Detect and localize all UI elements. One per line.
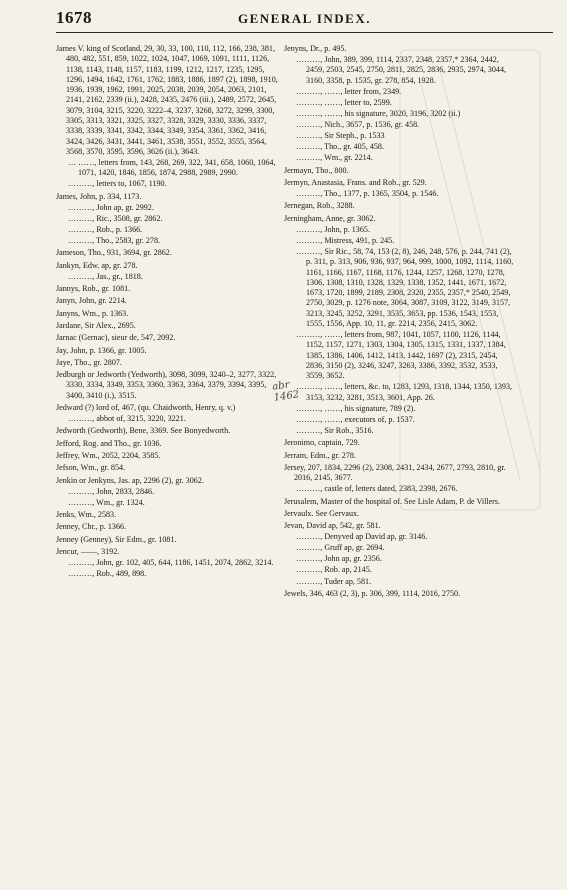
index-subentry bbox=[284, 236, 514, 246]
index-subentry bbox=[284, 55, 514, 86]
index-subentry bbox=[284, 131, 514, 141]
page-header bbox=[56, 6, 553, 33]
index-entry-text: ………, John ap, gr. 2992. bbox=[68, 202, 154, 212]
index-subentry bbox=[284, 404, 514, 414]
index-entry-text: Jermayn, Tho., 800. bbox=[284, 165, 349, 175]
index-entry-text: ………, ……, executors of, p. 1537. bbox=[296, 414, 415, 424]
index-subentry bbox=[284, 426, 514, 436]
index-entry-text: ………, ……, his signature, 3020, 3196, 3202 (ii.) bbox=[296, 108, 461, 118]
index-entry-text: Jefson, Wm., gr. 854. bbox=[56, 463, 126, 473]
index-entry bbox=[56, 426, 282, 436]
index-column-right bbox=[284, 44, 514, 600]
index-subentry bbox=[284, 225, 514, 235]
index-subentry bbox=[284, 109, 514, 119]
index-entry-text: ………, Tuder ap, 581. bbox=[296, 576, 372, 586]
index-entry-text: Jefford, Rog. and Tho., gr. 1036. bbox=[56, 438, 162, 448]
index-subentry bbox=[284, 577, 514, 587]
index-entry bbox=[56, 358, 282, 368]
index-entry-text: ………, Gruff ap, gr. 2694. bbox=[296, 543, 385, 553]
index-entry bbox=[56, 510, 282, 520]
index-entry-text: Jeronimo, captain, 729. bbox=[284, 438, 360, 448]
index-subentry bbox=[56, 225, 282, 235]
index-entry-text: ………, castle of, letters dated, 2383, 2398, 2676. bbox=[296, 484, 458, 494]
index-subentry bbox=[284, 247, 514, 329]
index-entry-text: ………, abbot of, 3215, 3220, 3221. bbox=[68, 414, 186, 424]
index-entry-text: ………, Tho., 2583, gr. 278. bbox=[68, 236, 161, 246]
index-entry-text: ………, John, gr. 102, 405, 644, 1186, 1451, 2074, 2862, 3214. bbox=[68, 558, 274, 568]
index-entry-text: Jedworth (Gedworth), Bene, 3369. See Bonyedworth. bbox=[56, 426, 231, 436]
index-entry bbox=[56, 547, 282, 557]
index-entry-text: Jencur, ——, 3192. bbox=[56, 547, 120, 557]
index-entry-text: Jedburgh or Jedworth (Yedworth), 3098, 3099, 3240–2, 3277, 3322, 3330, 3334, 3349, 3353, 3360, 3363, 3364, 3379, 3394, 3395, 3400, 3410 (i.), 3515. bbox=[56, 370, 277, 400]
index-entry-text: ………, ……, letters from, 987, 1041, 1057, 1100, 1126, 1144, 1152, 1157, 1271, 1303, 1304, 1305, 1315, 1331, 1337, 1384, 1385, 1386, 1406, 1412, 1413, 1442, 1697 (2), 2315, 2454, 2836, 3150 (2), 3246, 3247, 3263, 3386, 3392, 3532, 3533, 3559, 3652. bbox=[296, 330, 506, 381]
index-entry bbox=[56, 296, 282, 306]
index-entry bbox=[284, 509, 514, 519]
index-entry-text: Jenkin or Jenkyns, Jas. ap, 2296 (2), gr. 3062. bbox=[56, 475, 204, 485]
index-subentry bbox=[56, 414, 282, 424]
index-entry-text: Jarnac (Gernac), sieur de, 547, 2092. bbox=[56, 333, 176, 343]
index-subentry bbox=[284, 554, 514, 564]
index-entry-text: Jankyn, Edw. ap, gr. 278. bbox=[56, 260, 138, 270]
index-entry-text: ………, John, 2833, 2846. bbox=[68, 486, 155, 496]
index-entry bbox=[284, 44, 514, 54]
index-entry bbox=[56, 463, 282, 473]
index-subentry bbox=[56, 179, 282, 189]
index-subentry bbox=[284, 543, 514, 553]
index-subentry bbox=[284, 415, 514, 425]
index-entry bbox=[56, 476, 282, 486]
index-subentry bbox=[284, 330, 514, 381]
index-entry-text: Jaye, Tho., gr. 2807. bbox=[56, 357, 122, 367]
index-entry-text: Jardane, Sir Alex., 2695. bbox=[56, 321, 136, 330]
index-entry bbox=[56, 309, 282, 319]
index-entry-text: Jevan, David ap, 542, gr. 581. bbox=[284, 521, 381, 531]
index-entry-text: ………, Wm., gr. 2214. bbox=[296, 153, 373, 163]
index-entry-text: Jewels, 346, 463 (2, 3), p. 306, 399, 1114, 2016, 2750. bbox=[284, 588, 461, 598]
index-subentry bbox=[284, 142, 514, 152]
index-entry-text: Jenks, Wm., 2583. bbox=[56, 510, 117, 520]
index-entry-text: Jernegan, Rob., 3288. bbox=[284, 201, 355, 211]
index-entry-text: ………, Rob., p. 1366. bbox=[68, 225, 143, 235]
index-entry bbox=[56, 451, 282, 461]
index-entry-text: ………, Sir Rob., 3516. bbox=[296, 425, 374, 435]
index-entry-text: ………, Ric., 3508, gr. 2862. bbox=[68, 213, 163, 223]
page-number: 1678 bbox=[56, 8, 92, 27]
annotation-line: abr bbox=[271, 379, 291, 393]
index-entry-text: ………, Rob. ap, 2145. bbox=[296, 565, 372, 575]
index-entry bbox=[56, 522, 282, 532]
index-subentry bbox=[284, 484, 514, 494]
index-subentry bbox=[284, 87, 514, 97]
index-subentry bbox=[284, 382, 514, 403]
index-subentry bbox=[284, 98, 514, 108]
index-entry-text: ………, Tho., gr. 405, 458. bbox=[296, 142, 384, 152]
index-subentry bbox=[284, 565, 514, 575]
index-entry bbox=[284, 201, 514, 211]
running-head: GENERAL INDEX. bbox=[238, 11, 371, 26]
index-entry-text: ………, ……, letter to, 2599. bbox=[296, 97, 392, 107]
index-entry-text: ………, John, p. 1365. bbox=[296, 224, 370, 234]
index-entry bbox=[56, 261, 282, 271]
index-entry-text: Jersey, 207, 1834, 2296 (2), 2308, 2431, 2434, 2677, 2793, 2810, gr. 2016, 2145, 3677. bbox=[284, 462, 506, 483]
index-subentry bbox=[56, 214, 282, 224]
index-entry-text: ………, John ap, gr. 2356. bbox=[296, 554, 382, 564]
index-entry-text: James V. king of Scotland, 29, 30, 33, 100, 110, 112, 166, 238, 381, 480, 482, 551, 859, 1022, 1024, 1047, 1069, 1091, 1111, 1126, 1138, 1143, 1148, 1157, 1183, 1199, 1212, 1217, 1235, 1295, 1296, 1494, 1642, 1761, 1762, 1883, 1886, 1897 (2), 1898, 1910, 1936, 1939, 1962, 1991, 2025, 2038, 2039, 2054, 2063, 2101, 2141, 2162, 2339 (ii.), 2428, 2435, 2476 (iii.), 2489, 2572, 2645, 3079, 3104, 3215, 3220, 3222–4, 3237, 3268, 3272, 3299, 3300, 3305, 3313, 3321, 3325, 3327, 3328, 3329, 3330, 3336, 3337, 3338, 3339, 3341, 3342, 3344, 3349, 3354, 3361, 3362, 3416, 3424, 3426, 3431, 3441, 3461, 3538, 3551, 3552, 3555, 3564, 3568, 3570, 3595, 3596, 3626 (ii.), 3643. bbox=[56, 44, 278, 156]
index-entry bbox=[56, 403, 282, 413]
index-entry-text: Jerningham, Anne, gr. 3062. bbox=[284, 213, 376, 223]
index-subentry bbox=[56, 203, 282, 213]
index-entry bbox=[284, 166, 514, 176]
index-entry bbox=[56, 248, 282, 258]
index-entry bbox=[56, 192, 282, 202]
index-entry-text: Jenyns, Dr., p. 495. bbox=[284, 44, 347, 53]
index-entry-text: Janyns, Wm., p. 1363. bbox=[56, 308, 129, 318]
index-entry-text: ………, Sir Steph., p. 1533 bbox=[296, 131, 385, 141]
index-entry bbox=[284, 463, 514, 484]
index-entry-text: ………, letters to, 1067, 1190. bbox=[68, 179, 167, 189]
index-entry-text: Jenney, Chr., p. 1366. bbox=[56, 522, 127, 532]
index-entry-text: ………, John, 389, 399, 1114, 2337, 2348, 2357,* 2364, 2442, 2459, 2503, 2545, 2750, 2811, 2825, 2836, 2935, 2974, 3044, 3160, 3358, p. 1535, gr. 278, 854, 1928. bbox=[296, 55, 507, 85]
index-entry-text: ………, ……, letter from, 2349. bbox=[296, 86, 402, 96]
index-entry-text: ………, ……, letters, &c. to, 1283, 1293, 1318, 1344, 1350, 1393, 3153, 3232, 3281, 3513, 3601, App. 26. bbox=[296, 382, 513, 402]
index-entry-text: … ……, letters from, 143, 268, 269, 322, 341, 658, 1060, 1064, 1071, 1420, 1846, 1856, 1874, 2988, 2989, 2990. bbox=[68, 158, 276, 178]
index-entry-text: Janyn, John, gr. 2214. bbox=[56, 296, 127, 306]
index-subentry bbox=[56, 158, 282, 179]
index-entry-text: ………, Denyved ap David ap, gr. 3146. bbox=[296, 532, 428, 542]
index-entry bbox=[56, 535, 282, 545]
index-entry bbox=[284, 497, 514, 507]
index-entry bbox=[284, 214, 514, 224]
index-entry-text: Jermyn, Anastasia, Frans. and Rob., gr. 529. bbox=[284, 177, 427, 187]
index-entry bbox=[56, 346, 282, 356]
index-entry-text: Jedward (?) lord of, 467, (qu. Chaidworth, Henry, q. v.) bbox=[56, 403, 236, 413]
index-subentry bbox=[56, 487, 282, 497]
index-subentry bbox=[284, 120, 514, 130]
index-entry bbox=[56, 44, 282, 157]
index-entry-text: ………, Sir Ric., 58, 74, 153 (2, 8), 246, 248, 576, p. 244, 741 (2), p. 311, p. 313, 906, 936, 937, 964, 999, 1000, 1092, 1114, 1160, 1161, 1166, 1167, 1168, 1176, 1244, 1257, 1268, 1270, 1278, 1306, 1308, 1310, 1328, 1329, 1338, 1352, 1441, 1671, 1672, 1673, 1720, 1899, 2189, 2308, 2320, 2355, 2357,* 2540, 2549, 2750, 3029, p. 1276 note, 3064, 3087, 3109, 3122, 3149, 3157, 3213, 3245, 3252, 3291, 3535, 3653, pp. 1536, 1543, 1553, 1555, 1556, App. 10, 11, gr. 2214, 2356, 2415, 3062. bbox=[296, 246, 514, 328]
index-entry-text: Jannys, Rob., gr. 1081. bbox=[56, 284, 131, 294]
index-entry-text: ………, ……, his signature, 789 (2). bbox=[296, 403, 416, 413]
index-entry bbox=[284, 589, 514, 599]
index-subentry bbox=[56, 498, 282, 508]
index-entry-text: ………, Nich., 3657, p. 1536, gr. 458. bbox=[296, 120, 420, 130]
index-entry bbox=[284, 521, 514, 531]
index-entry bbox=[284, 438, 514, 448]
handwritten-annotation bbox=[272, 378, 300, 403]
index-entry bbox=[56, 333, 282, 343]
index-entry-text: Jerusalem, Master of the hospital of. See Lisle Adam, P. de Villers. bbox=[284, 496, 501, 506]
index-entry-text: ………, Mistress, 491, p. 245. bbox=[296, 235, 395, 245]
index-entry bbox=[56, 439, 282, 449]
index-entry-text: ………, Wm., gr. 1324. bbox=[68, 497, 145, 507]
index-subentry bbox=[56, 569, 282, 579]
annotation-line: 1462 bbox=[273, 389, 300, 404]
index-entry bbox=[284, 451, 514, 461]
index-entry bbox=[56, 284, 282, 294]
index-entry-text: Jervaulx. See Gervaux. bbox=[284, 508, 360, 518]
index-entry-text: Jerram, Edm., gr. 278. bbox=[284, 450, 356, 460]
index-entry bbox=[56, 370, 282, 401]
index-subentry bbox=[56, 272, 282, 282]
index-subentry bbox=[56, 236, 282, 246]
index-entry-text: Jameson, Tho., 931, 3694, gr. 2862. bbox=[56, 248, 172, 258]
index-entry-text: James, John, p. 334, 1173. bbox=[56, 191, 142, 201]
index-entry-text: Jenney (Genney), Sir Edm., gr. 1081. bbox=[56, 534, 177, 544]
index-subentry bbox=[56, 558, 282, 568]
index-entry bbox=[56, 321, 282, 331]
index-subentry bbox=[284, 153, 514, 163]
index-entry-text: ………, Jas., gr., 1818. bbox=[68, 271, 143, 281]
index-subentry bbox=[284, 532, 514, 542]
index-column-left bbox=[56, 44, 282, 580]
index-entry-text: ………, Tho., 1377, p. 1365, 3504, p. 1546. bbox=[296, 189, 439, 199]
index-entry-text: Jeffrey, Wm., 2052, 2204, 3585. bbox=[56, 451, 161, 461]
index-entry-text: Jay, John, p. 1366, gr. 1005. bbox=[56, 345, 147, 355]
index-subentry bbox=[284, 189, 514, 199]
index-entry-text: ………, Rob., 489, 898. bbox=[68, 569, 147, 579]
index-entry bbox=[284, 178, 514, 188]
